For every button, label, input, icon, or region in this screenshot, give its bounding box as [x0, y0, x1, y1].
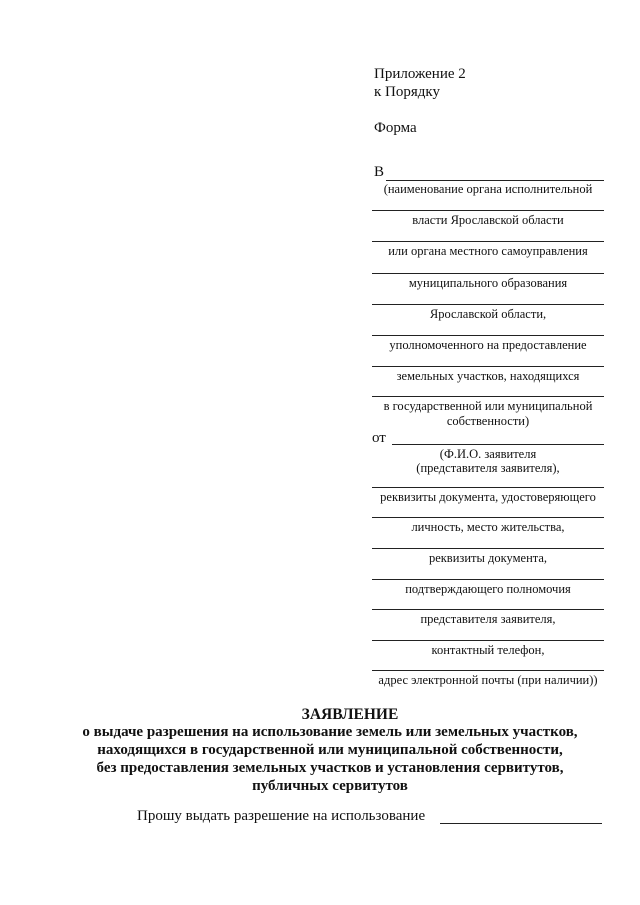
recipient-fill-line[interactable]: [372, 396, 604, 397]
recipient-caption: собственности): [446, 414, 530, 428]
recipient-caption: в государственной или муниципальной: [383, 399, 593, 413]
recipient-fill-line[interactable]: [372, 273, 604, 274]
statement-subtitle-line: без предоставления земельных участков и установления сервитутов,: [96, 760, 564, 776]
applicant-caption: (Ф.И.О. заявителя: [439, 447, 537, 461]
recipient-caption: (наименование органа исполнительной: [383, 182, 593, 196]
applicant-caption: подтверждающего полномочия: [405, 582, 571, 596]
recipient-caption: Ярославской области,: [429, 307, 547, 321]
applicant-caption: адрес электронной почты (при наличии)): [378, 673, 598, 687]
recipient-fill-line[interactable]: [372, 366, 604, 367]
applicant-caption: реквизиты документа,: [428, 551, 548, 565]
applicant-fill-line[interactable]: [372, 548, 604, 549]
applicant-caption: личность, место жительства,: [411, 520, 565, 534]
applicant-caption: реквизиты документа, удостоверяющего: [380, 490, 596, 504]
applicant-fill-line[interactable]: [372, 609, 604, 610]
request-text: Прошу выдать разрешение на использование: [137, 808, 426, 824]
statement-title: ЗАЯВЛЕНИЕ: [301, 706, 399, 723]
applicant-fill-line[interactable]: [372, 487, 604, 488]
appendix-label: Приложение 2: [374, 66, 466, 82]
applicant-caption: контактный телефон,: [431, 643, 545, 657]
recipient-fill-line[interactable]: [386, 180, 604, 181]
applicant-fill-line[interactable]: [372, 579, 604, 580]
recipient-fill-line[interactable]: [372, 210, 604, 211]
applicant-fill-line[interactable]: [392, 444, 604, 445]
recipient-caption: власти Ярославской области: [412, 213, 564, 227]
statement-subtitle-line: публичных сервитутов: [252, 778, 408, 794]
recipient-caption: уполномоченного на предоставление: [389, 338, 587, 352]
statement-subtitle-line: находящихся в государственной или муниципальной собственности,: [97, 742, 563, 758]
recipient-caption: земельных участков, находящихся: [396, 369, 580, 383]
statement-subtitle-line: о выдаче разрешения на использование земель или земельных участков,: [82, 724, 578, 740]
applicant-fill-line[interactable]: [372, 670, 604, 671]
recipient-caption: муниципального образования: [408, 276, 568, 290]
form-label: Форма: [374, 120, 417, 136]
recipient-fill-line[interactable]: [372, 335, 604, 336]
order-reference: к Порядку: [374, 84, 440, 100]
applicant-caption: (представителя заявителя),: [416, 461, 560, 475]
recipient-fill-line[interactable]: [372, 304, 604, 305]
applicant-caption: представителя заявителя,: [420, 612, 556, 626]
applicant-prefix: от: [372, 430, 386, 446]
applicant-fill-line[interactable]: [372, 640, 604, 641]
recipient-caption: или органа местного самоуправления: [388, 244, 588, 258]
request-fill-line[interactable]: [440, 823, 602, 824]
recipient-fill-line[interactable]: [372, 241, 604, 242]
applicant-fill-line[interactable]: [372, 517, 604, 518]
recipient-prefix: В: [374, 164, 385, 180]
